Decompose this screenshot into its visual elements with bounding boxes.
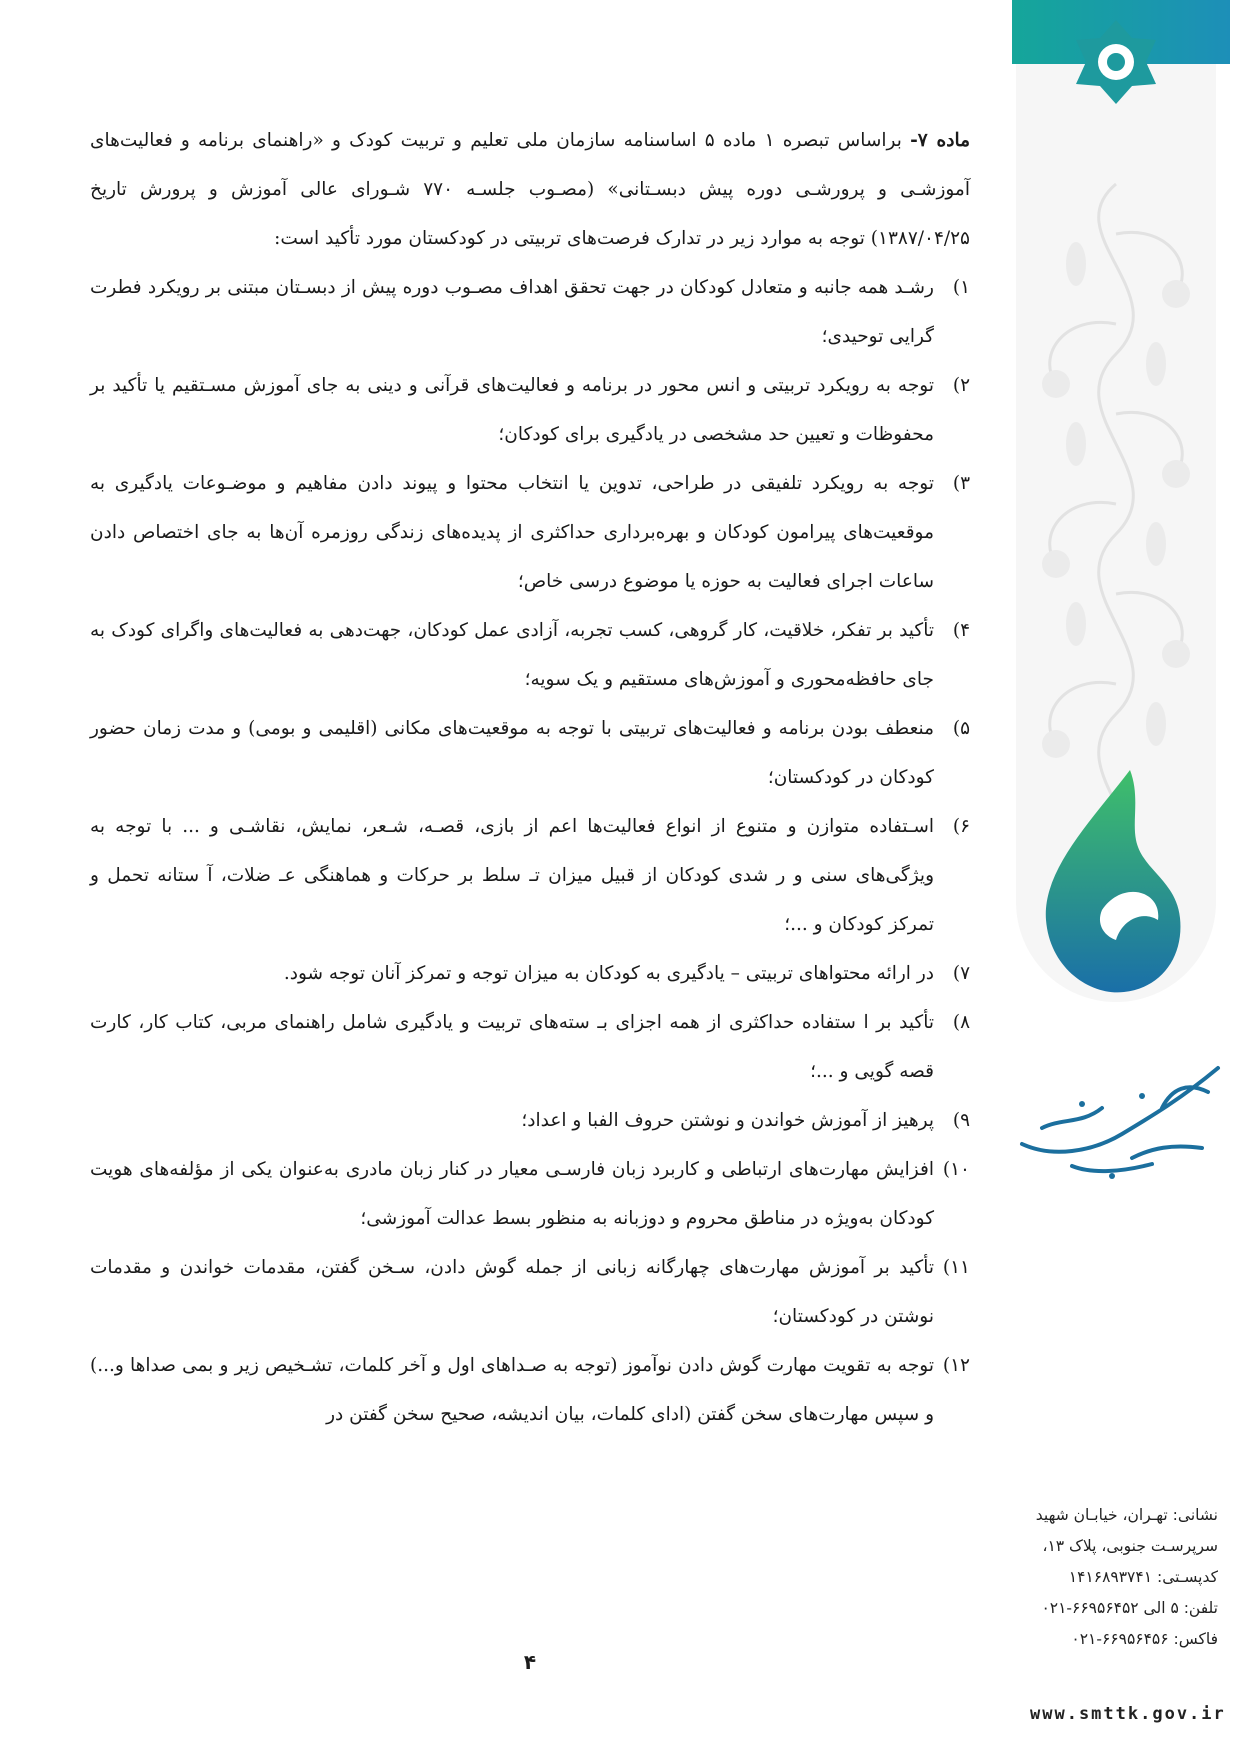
list-item-number: ۱۰) [942,1159,970,1180]
list-item [90,802,970,949]
list-item [90,1096,970,1145]
article-label: ماده ۷- [910,130,970,151]
list-item [90,459,970,606]
list-item-text: توجه به تقویت مهارت گوش دادن نوآموز (توجه به صـداهای اول و آخر کلمات، تشـخیص زیر و بمی صداها و...) و سپس مهارت‌های سخن گفتن (ادای کلمات، بیان اندیشه، صحیح سخن گفتن در [90,1355,934,1425]
list-item-text: در ارائه محتواهای تربیتی – یادگیری به کودکان به میزان توجه و تمرکز آنان توجه شود. [283,963,934,984]
list-item-number: ۱۱) [942,1257,970,1278]
list-item-text: توجه به رویکرد تلفیقی در طراحی، تدوین یا انتخاب محتوا و پیوند دادن مفاهیم و موضـوعات یادگیری به موقعیت‌های پیرامون کودکان و بهره‌برداری حداکثری از پدیده‌های زندگی روزمره آن‌ها به جای اختصاص دادن ساعات اجرای فعالیت به حوزه یا موضوع درسی خاص؛ [90,473,934,592]
list-item [90,1243,970,1341]
article-intro-text: براساس تبصره ۱ ماده ۵ اساسنامه سازمان ملی تعلیم و تربیت کودک و «راهنمای برنامه و فعالیت‌های آموزشـی و پرورشـی دوره پیش دبسـتانی» (مصـوب جلسـه ۷۷۰ شـورای عالی آموزش و پرورش تاریخ ۱۳۸۷/۰۴/۲۵) توجه به موارد زیر در تدارک فرصت‌های تربیتی در کودکستان مورد تأکید است: [90,130,970,249]
list-item-number: ۵) [952,718,970,739]
fax-line: فاکس: ۶۶۹۵۶۴۵۶-۰۲۱ [1071,1630,1218,1648]
list-item [90,606,970,704]
list-item-number: ۱۲) [942,1355,970,1376]
page-number: ۴ [523,1650,537,1674]
list-item-number: ۷) [952,963,970,984]
document-body [90,116,970,1439]
list-item-number: ۸) [952,1012,970,1033]
list-item [90,361,970,459]
list-item-text: اسـتفاده متوازن و متنوع از انواع فعالیت‌ها اعم از بازی، قصـه، شـعر، نمایش، نقاشـی و ... با توجه به ویژگی‌های سنی و ر شدی کودکان از قبیل میزان تـ سلط بر حرکات و هماهنگی عـ ضلات، آ ستانه تحمل و تمرکز کودکان و ...؛ [90,816,935,935]
list-item-text: تأکید بر تفکر، خلاقیت، کار گروهی، کسب تجربه، آزادی عمل کودکان، جهت‌دهی به فعالیت‌های واگرای کودک به جای حافظه‌محوری و آموزش‌های مستقیم و یک سویه؛ [90,620,934,690]
list-item [90,263,970,361]
list-item [90,1145,970,1243]
list-item [90,949,970,998]
list-item-number: ۳) [952,473,970,494]
address-line: سرپرسـت جنوبی، پلاک ۱۳، [1042,1537,1218,1555]
list-item-number: ۹) [952,1110,970,1131]
arabesque-emblem-icon [1072,18,1160,106]
list-item-number: ۶) [952,816,970,837]
list-item-text: تأکید بر ا ستفاده حداکثری از همه اجزای بـ سته‌های تربیت و یادگیری شامل راهنمای مربی، کتاب کار، کارت قصه گویی و ...؛ [90,1012,934,1082]
organization-drop-logo-icon [1032,760,1192,1000]
list-item [90,704,970,802]
organization-calligraphy-logo [1012,1048,1230,1188]
list-item-text: منعطف بودن برنامه و فعالیت‌های تربیتی با توجه به موقعیت‌های مکانی (اقلیمی و بومی) و مدت زمان حضور کودکان در کودکستان؛ [90,718,934,788]
decorative-sidebar [1012,0,1230,1754]
list-item-text: پرهیز از آموزش خواندن و نوشتن حروف الفبا و اعداد؛ [521,1110,934,1131]
list-item-number: ۴) [952,620,970,641]
address-line: نشانی: تهـران، خیابـان شهید [1035,1506,1218,1524]
list-item-text: افزایش مهارت‌های ارتباطی و کاربرد زبان فارسـی معیار در کنار زبان مادری به‌عنوان یکی از مؤلفه‌های هویت کودکان به‌ویژه در مناطق محروم و دوزبانه به منظور بسط عدالت آموزشی؛ [90,1159,934,1229]
phone-line: تلفن: ۵ الی ۶۶۹۵۶۴۵۲-۰۲۱ [1041,1599,1218,1617]
list-item-text: رشـد همه جانبه و متعادل کودکان در جهت تحقق اهداف مصـوب دوره پیش از دبسـتان مبتنی بر رویکرد فطرت گرایی توحیدی؛ [90,277,934,347]
list-item-number: ۲) [952,375,970,396]
list-item [90,998,970,1096]
postal-code-line: کدپسـتی: ۱۴۱۶۸۹۳۷۴۱ [1068,1568,1218,1586]
list-item-text: توجه به رویکرد تربیتی و انس محور در برنامه و فعالیت‌های قرآنی و دینی به جای آموزش مسـتقیم یا تأکید بر محفوظات و تعیین حد مشخصی در یادگیری برای کودکان؛ [90,375,934,445]
website-url: www.smttk.gov.ir [1030,1704,1226,1724]
list-item [90,1341,970,1439]
contact-address-block [1020,1500,1218,1655]
list-item-number: ۱) [952,277,970,298]
list-item-text: تأکید بر آموزش مهارت‌های چهارگانه زبانی از جمله گوش دادن، سـخن گفتن، مقدمات خواندن و مقدمات نوشتن در کودکستان؛ [90,1257,934,1327]
article-intro-paragraph [90,116,970,263]
